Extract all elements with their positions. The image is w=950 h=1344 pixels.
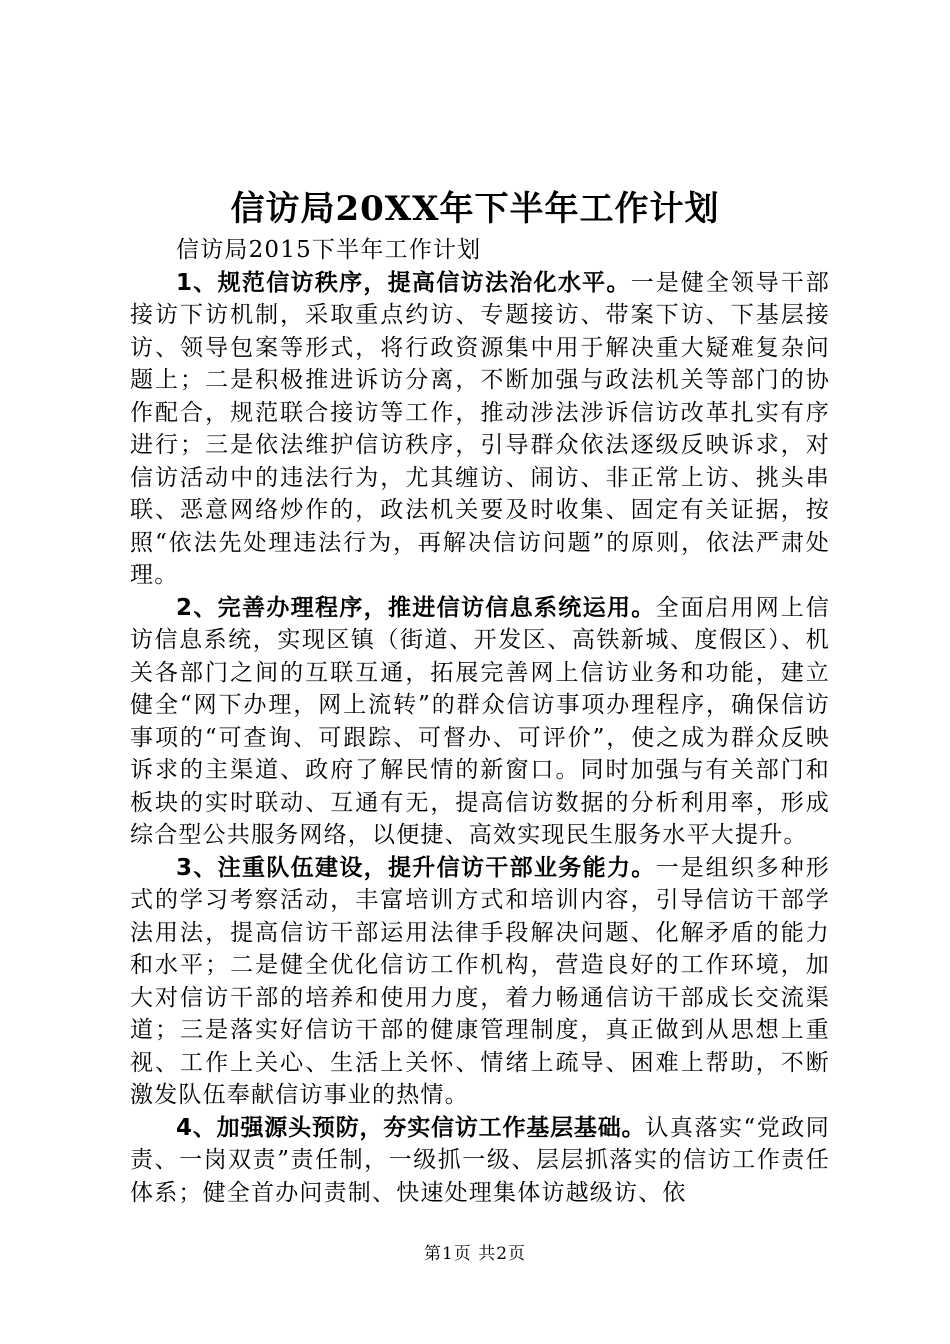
page-number-footer: 第1页 共2页 (423, 1244, 527, 1264)
paragraph-2 (130, 592, 830, 852)
paragraph-3-text: 一是组织多种形式的学习考察活动，丰富培训方式和培训内容，引导信访干部学法用法，提高信访干部运用法律手段解决问题、化解矛盾的能力和水平；二是健全优化信访工作机构，营造良好的工作环境，加大对信访干部的培养和使用力度，着力畅通信访干部成长交流渠道；三是落实好信访干部的健康管理制度，真正做到从思想上重视、工作上关心、生活上关怀、情绪上疏导、困难上帮助，不断激发队伍奉献信访事业的热情。 (130, 854, 830, 1108)
paragraph-1 (130, 267, 830, 592)
paragraph-4-text: 认真落实“党政同责、一岗双责”责任制，一级抓一级、层层抓落实的信访工作责任体系；健全首办问责制、快速处理集体访越级访、依 (130, 1114, 831, 1206)
document-title: 信访局20XX年下半年工作计划 (230, 189, 720, 229)
paragraph-4-heading: 4、加强源头预防，夯实信访工作基层基础。 (176, 1114, 646, 1141)
paragraph-3 (130, 852, 830, 1112)
paragraph-2-text: 全面启用网上信访信息系统，实现区镇（街道、开发区、高铁新城、度假区）、机关各部门之间的互联互通，拓展完善网上信访业务和功能，建立健全“网下办理，网上流转”的群众信访事项办理程序，确保信访事项的“可查询、可跟踪、可督办、可评价”，使之成为群众反映诉求的主渠道、政府了解民情的新窗口。同时加强与有关部门和板块的实时联动、互通有无，提高信访数据的分析利用率，形成综合型公共服务网络，以便捷、高效实现民生服务水平大提升。 (130, 594, 830, 848)
paragraph-3-heading: 3、注重队伍建设，提升信访干部业务能力。 (176, 854, 656, 881)
paragraph-1-heading: 1、规范信访秩序，提高信访法治化水平。 (176, 269, 631, 296)
document-subtitle: 信访局2015下半年工作计划 (176, 237, 482, 263)
document-body (130, 234, 830, 1209)
paragraph-4 (130, 1112, 830, 1210)
paragraph-2-heading: 2、完善办理程序，推进信访信息系统运用。 (176, 594, 656, 621)
paragraph-1-text: 一是健全领导干部接访下访机制，采取重点约访、专题接访、带案下访、下基层接访、领导包案等形式，将行政资源集中用于解决重大疑难复杂问题上；二是积极推进诉访分离，不断加强与政法机关等部门的协作配合，规范联合接访等工作，推动涉法涉诉信访改革扎实有序进行；三是依法维护信访秩序，引导群众依法逐级反映诉求，对信访活动中的违法行为，尤其缠访、闹访、非正常上访、挑头串联、恶意网络炒作的，政法机关要及时收集、固定有关证据，按照“依法先处理违法行为，再解决信访问题”的原则，依法严肃处理。 (130, 269, 830, 588)
